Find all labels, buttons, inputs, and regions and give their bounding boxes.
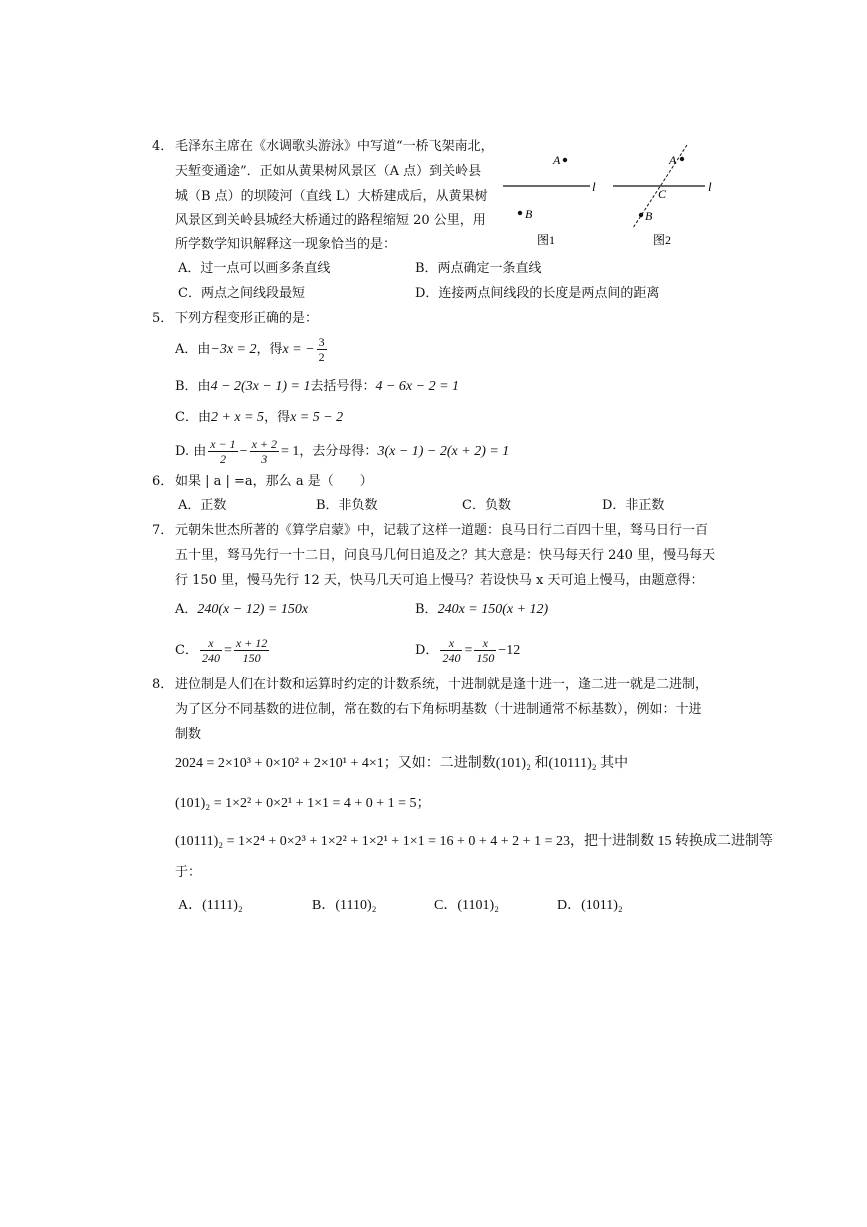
q8-option-a[interactable]: A．(1111)₂ [178,898,243,913]
q8-example-binary-101: (101)₂ = 1×2² + 0×2¹ + 1×1 = 4 + 0 + 1 = 5； [175,796,431,811]
q5-stem: 下列方程变形正确的是： [175,311,319,326]
q5-number: 5． [152,311,174,326]
fig2-label-b: B [645,209,653,223]
q8-option-d[interactable]: D．(1011)₂ [557,898,623,913]
q4-stem-line-1: 毛泽东主席在《水调歌头游泳》中写道“一桥飞架南北， [175,139,494,154]
q4-option-d[interactable]: D．连接两点间线段的长度是两点间的距离 [415,286,660,301]
q5-d-fraction-1: $\frac{x - 1}{2}$ [210,437,236,466]
fig2-label-c: C [658,187,667,201]
fig2-point-b [639,213,643,217]
q7-stem-line-3: 行 150 里，慢马先行 12 天，快马几天可追上慢马？若设快马 x 天可追上慢马，由题意得： [175,573,704,588]
fig1-label-a: A [553,153,561,167]
q8-example-decimal: 2024 = 2×10³ + 0×10² + 2×10¹ + 4×1；又如：二进制数(101)₂ 和(10111)₂ 其中 [175,756,629,771]
q4-figure [495,140,725,255]
fig1-label-l: l [592,179,596,194]
q7-option-d[interactable]: D． $\frac{x}{240}$ = $\frac{x}{150}$ −12 [415,636,521,665]
q7-option-b[interactable]: B．240x = 150(x + 12) [415,602,549,617]
q4-number: 4． [152,139,174,154]
q5-option-a[interactable]: A．由−3x = 2，得x = − $\frac{3}{2}$ [175,335,325,364]
q4-option-c[interactable]: C．两点之间线段最短 [178,286,305,301]
fig1-caption: 图1 [537,233,556,247]
q7-d-fraction-2: $\frac{x}{150}$ [476,636,495,665]
q4-stem-line-4: 风景区到关岭县城经大桥通过的路程缩短 20 公里，用 [175,213,486,228]
q5-option-d[interactable]: D. 由 $\frac{x - 1}{2}$ − $\frac{x + 2}{3}$ = 1，去分母得：3(x − 1) − 2(x + 2) = 1 [175,437,510,466]
q8-example-tail: 于： [175,865,202,880]
q4-stem-line-5: 所学数学知识解释这一现象恰当的是： [175,237,397,252]
q6-stem: 如果 | a | =a，那么 a 是（ ） [175,474,373,489]
q7-c-fraction-1: $\frac{x}{240}$ [201,636,220,665]
q6-option-a[interactable]: A．正数 [178,498,227,513]
q7-d-fraction-1: $\frac{x}{240}$ [442,636,461,665]
q8-option-b[interactable]: B．(1110)₂ [312,898,377,913]
fig2-caption: 图2 [653,233,672,247]
q5-a-fraction: $\frac{3}{2}$ [318,335,325,364]
q8-number: 8． [152,677,174,692]
q7-c-fraction-2: $\frac{x + 12}{150}$ [235,636,268,665]
q6-option-c[interactable]: C．负数 [462,498,511,513]
q6-number: 6． [152,474,174,489]
q7-stem-line-2: 五十里，驽马先行一十二日，问良马几何日追及之？其大意是：快马每天行 240 里，慢马每天 [175,548,716,563]
q4-stem-line-3: 城（B 点）的坝陵河（直线 L）大桥建成后，从黄果树 [175,189,488,204]
fig2-point-a [680,157,684,161]
q7-option-a[interactable]: A．240(x − 12) = 150x [175,602,309,617]
q5-option-c[interactable]: C．由2 + x = 5，得x = 5 − 2 [175,410,344,425]
q7-option-c[interactable]: C． $\frac{x}{240}$ = $\frac{x + 12}{150}$ [175,636,268,665]
q6-option-d[interactable]: D．非正数 [602,498,665,513]
q8-example-binary-10111: (10111)₂ = 1×2⁴ + 0×2³ + 1×2² + 1×2¹ + 1×1 = 16 + 0 + 4 + 2 + 1 = 23，把十进制数 15 转换成二进制等 [175,834,773,849]
q7-stem-line-1: 元朝朱世杰所著的《算学启蒙》中，记载了这样一道题：良马日行二百四十里，驽马日行一百 [175,523,709,538]
q5-d-fraction-2: $\frac{x + 2}{3}$ [251,437,278,466]
fig2-label-l: l [708,179,712,194]
q8-option-c[interactable]: C．(1101)₂ [434,898,500,913]
q8-stem-line-2: 为了区分不同基数的进位制，常在数的右下角标明基数（十进制通常不标基数），例如：十进 [175,702,702,717]
q4-option-b[interactable]: B．两点确定一条直线 [415,261,542,276]
q5-option-b[interactable]: B．由4 − 2(3x − 1) = 1去括号得：4 − 6x − 2 = 1 [175,379,460,394]
q8-stem-line-3: 制数 [175,727,202,742]
fig1-point-b [518,211,522,215]
q7-number: 7． [152,523,174,538]
fig1-label-b: B [525,207,533,221]
q6-option-b[interactable]: B．非负数 [316,498,378,513]
q4-option-a[interactable]: A．过一点可以画多条直线 [178,261,331,276]
fig1-point-a [563,158,567,162]
q8-stem-line-1: 进位制是人们在计数和运算时约定的计数系统，十进制就是逢十进一，逢二进一就是二进制， [175,677,709,692]
fig2-label-a: A [669,153,677,167]
q4-stem-line-2: 天堑变通途”．正如从黄果树风景区（A 点）到关岭县 [175,164,482,179]
